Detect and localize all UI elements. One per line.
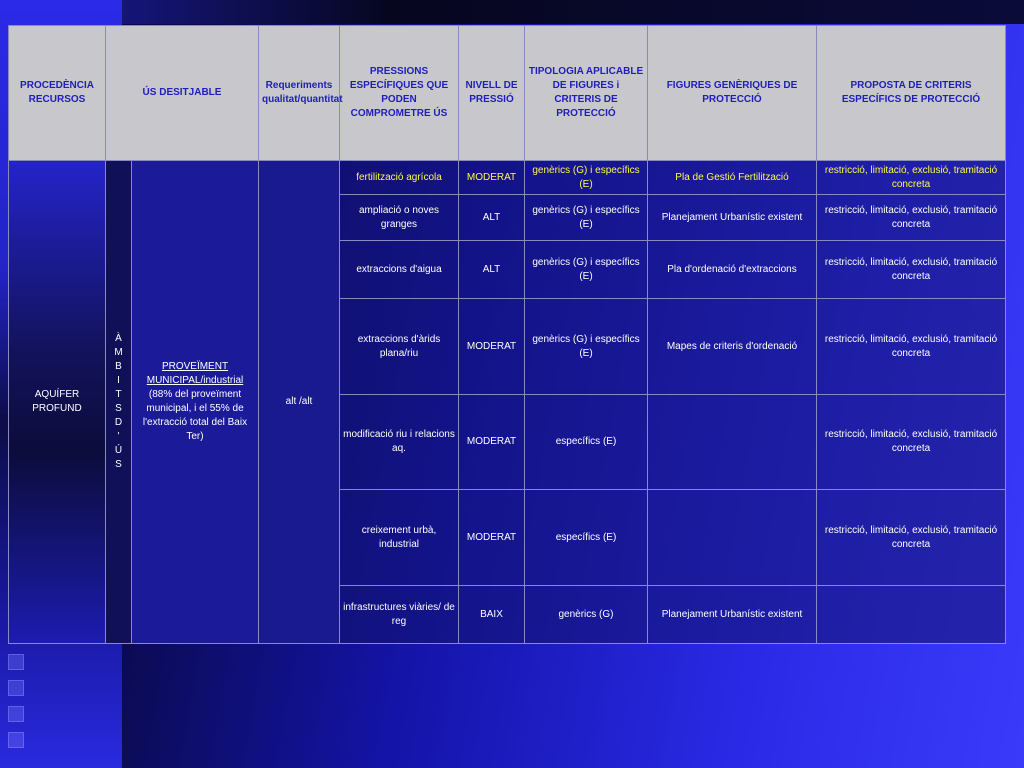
- header-row: [9, 26, 1006, 161]
- ambit-letter: À: [115, 333, 122, 344]
- pressio-cell: creixement urbà, industrial: [340, 490, 459, 586]
- ambit-us-vertical-label: [106, 161, 132, 644]
- proposta-cell: restricció, limitació, exclusió, tramitació concreta: [817, 395, 1006, 490]
- proposta-cell: restricció, limitació, exclusió, tramitació concreta: [817, 241, 1006, 299]
- pressio-cell: infrastructures viàries/ de reg: [340, 586, 459, 644]
- ambit-letter: B: [115, 361, 122, 372]
- ambit-letter: T: [115, 389, 122, 400]
- header-figures: FIGURES GENÈRIQUES DE PROTECCIÓ: [648, 26, 817, 161]
- nivell-cell: MODERAT: [459, 395, 525, 490]
- procedencia-cell: AQUÍFER PROFUND: [9, 161, 106, 644]
- figures-cell: Planejament Urbanístic existent: [648, 195, 817, 241]
- tipologia-cell: genèrics (G) i específics (E): [525, 195, 648, 241]
- tipologia-cell: genèrics (G): [525, 586, 648, 644]
- header-pressions: PRESSIONS ESPECÍFIQUES QUE PODEN COMPROMETRE ÚS: [340, 26, 459, 161]
- proposta-cell: restricció, limitació, exclusió, tramitació concreta: [817, 161, 1006, 195]
- figures-cell: [648, 490, 817, 586]
- figures-cell: Planejament Urbanístic existent: [648, 586, 817, 644]
- ambit-letter: ': [117, 431, 120, 442]
- tipologia-cell: genèrics (G) i específics (E): [525, 161, 648, 195]
- nivell-cell: BAIX: [459, 586, 525, 644]
- us-description-text: (88% del proveïment municipal, i el 55% de l'extracció total del Baix Ter): [142, 389, 248, 442]
- ambit-letter: D: [114, 417, 123, 428]
- nivell-cell: MODERAT: [459, 161, 525, 195]
- us-desitjable-cell: [132, 161, 259, 644]
- table-row: [9, 161, 1006, 195]
- figures-cell: Mapes de criteris d'ordenació: [648, 299, 817, 395]
- pressio-cell: extraccions d'àrids plana/riu: [340, 299, 459, 395]
- proposta-cell: restricció, limitació, exclusió, tramitació concreta: [817, 490, 1006, 586]
- protection-criteria-table: [8, 25, 1006, 644]
- pressio-cell: fertilització agrícola: [340, 161, 459, 195]
- tipologia-cell: genèrics (G) i específics (E): [525, 241, 648, 299]
- top-dark-band: [122, 0, 1024, 24]
- header-proposta: PROPOSTA DE CRITERIS ESPECÍFICS DE PROTECCIÓ: [817, 26, 1006, 161]
- us-underlined-text: PROVEÏMENT MUNICIPAL/industrial: [146, 361, 244, 386]
- header-procedencia: PROCEDÈNCIA RECURSOS: [9, 26, 106, 161]
- ambit-letter: S: [115, 403, 122, 414]
- ambit-letter: I: [117, 375, 120, 386]
- proposta-cell: restricció, limitació, exclusió, tramitació concreta: [817, 195, 1006, 241]
- tipologia-cell: específics (E): [525, 395, 648, 490]
- nivell-cell: ALT: [459, 195, 525, 241]
- pressio-cell: ampliació o noves granges: [340, 195, 459, 241]
- nivell-cell: MODERAT: [459, 490, 525, 586]
- header-requeriments: Requeriments qualitat/quantitat: [259, 26, 340, 161]
- header-tipologia: TIPOLOGIA APLICABLE DE FIGURES i CRITERIS DE PROTECCIÓ: [525, 26, 648, 161]
- ambit-letter: S: [115, 459, 122, 470]
- nivell-cell: ALT: [459, 241, 525, 299]
- nivell-cell: MODERAT: [459, 299, 525, 395]
- figures-cell: Pla de Gestió Fertilització: [648, 161, 817, 195]
- header-nivell: NIVELL DE PRESSIÓ: [459, 26, 525, 161]
- tipologia-cell: genèrics (G) i específics (E): [525, 299, 648, 395]
- tipologia-cell: específics (E): [525, 490, 648, 586]
- pressio-cell: extraccions d'aigua: [340, 241, 459, 299]
- ambit-letter: Ú: [114, 445, 123, 456]
- figures-cell: Pla d'ordenació d'extraccions: [648, 241, 817, 299]
- requeriments-cell: alt /alt: [259, 161, 340, 644]
- pressio-cell: modificació riu i relacions aq.: [340, 395, 459, 490]
- ambit-letter: M: [114, 347, 123, 358]
- figures-cell: [648, 395, 817, 490]
- proposta-cell: restricció, limitació, exclusió, tramitació concreta: [817, 299, 1006, 395]
- proposta-cell: [817, 586, 1006, 644]
- header-us-desitjable: ÚS DESITJABLE: [106, 26, 259, 161]
